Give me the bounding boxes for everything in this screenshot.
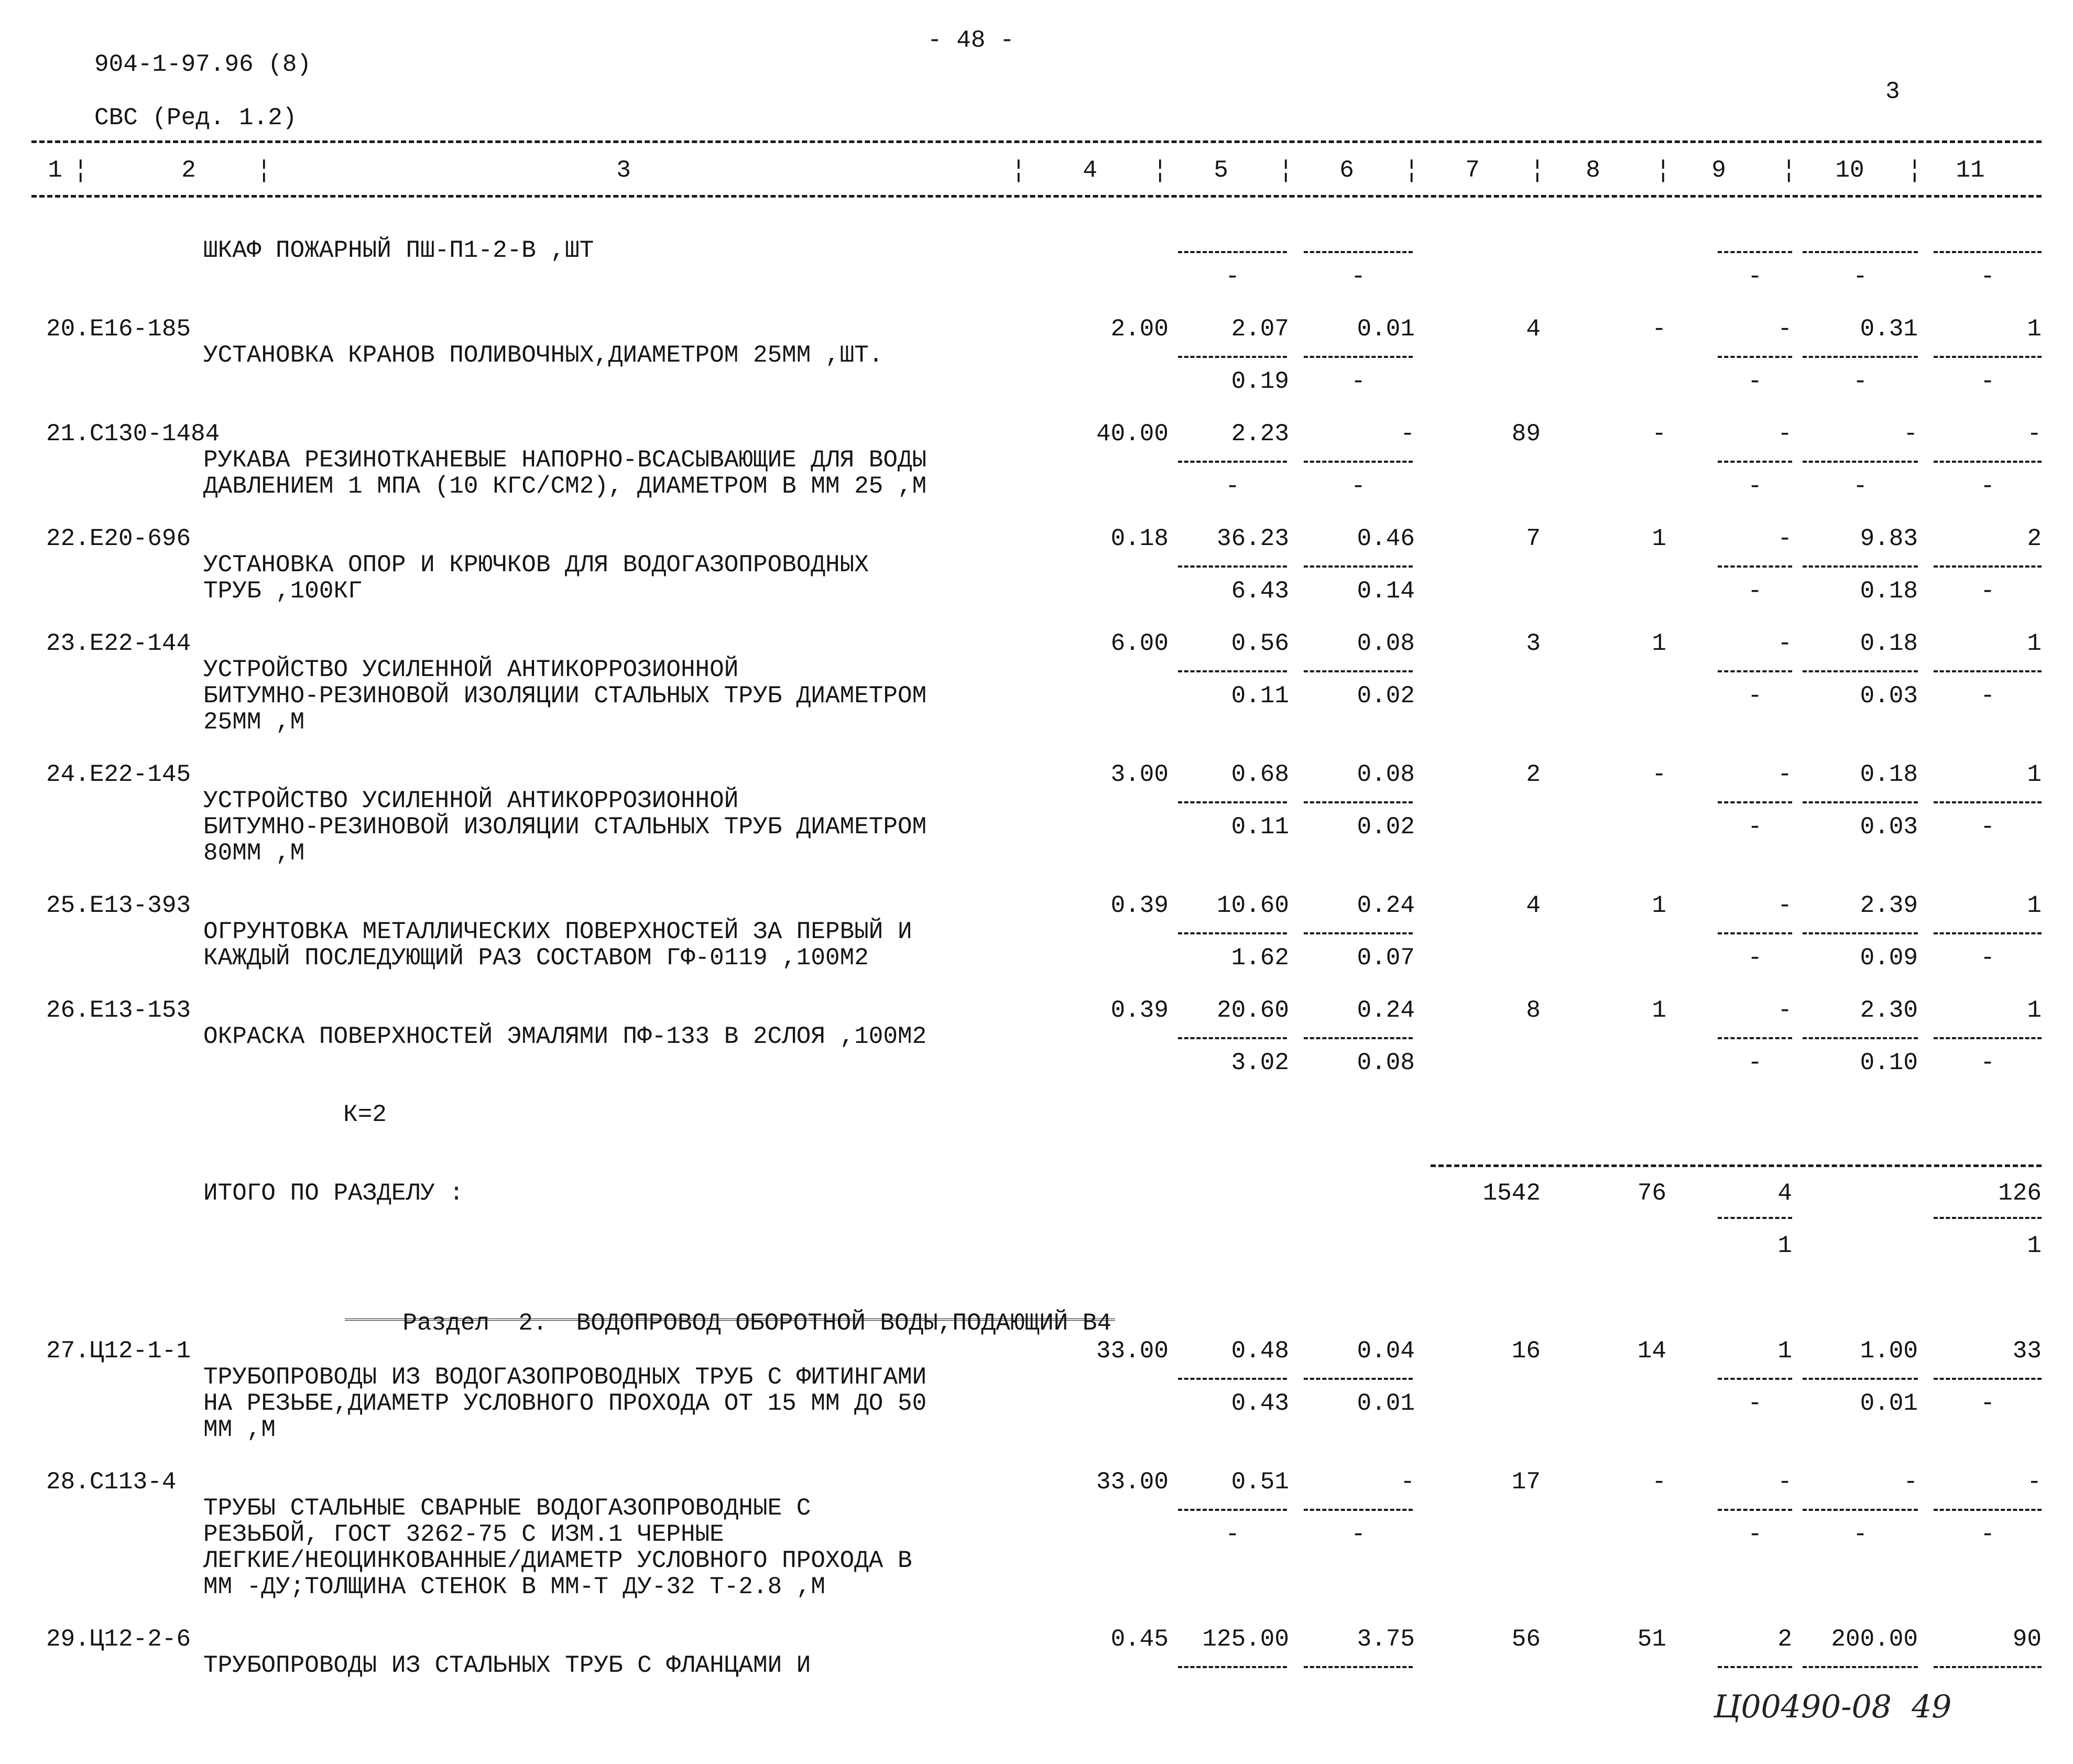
cell-rule-c6 — [1304, 1509, 1413, 1511]
cell-c5: 0.68 — [1231, 761, 1289, 788]
cell-rule-c10 — [1803, 251, 1918, 253]
item-code: 25.Е13-393 — [46, 892, 191, 919]
cell-c10b: 0.03 — [1860, 682, 1918, 710]
cell-c8: - — [1652, 420, 1666, 448]
cell-c9b: - — [1748, 263, 1762, 290]
cell-c5b: 1.62 — [1231, 944, 1289, 972]
cell-c8: - — [1652, 761, 1666, 788]
cell-c9: - — [1777, 997, 1792, 1024]
handwritten-page-number: 49 — [1912, 1689, 1952, 1725]
cell-rule-c5 — [1178, 565, 1287, 568]
item-description: ММ -ДУ;ТОЛЩИНА СТЕНОК В ММ-Т ДУ-32 Т-2.8 ,М — [203, 1573, 825, 1600]
cell-rule-c6 — [1304, 251, 1413, 253]
cell-rule-c11 — [1934, 801, 2042, 803]
cell-c11: 1 — [2027, 761, 2042, 788]
column-number-2: 2 — [181, 157, 196, 184]
cell-rule-c11 — [1934, 670, 2042, 672]
column-number-4: 4 — [1083, 157, 1097, 184]
column-number-11: 11 — [1956, 157, 1985, 184]
cell-c6b: 0.02 — [1357, 682, 1415, 710]
cell-rule-c6 — [1304, 565, 1413, 568]
cell-c9b: - — [1748, 1390, 1762, 1417]
cell-c9b: - — [1748, 682, 1762, 710]
cell-c4: 6.00 — [1110, 630, 1169, 657]
column-separator: ¦ — [1656, 157, 1671, 184]
cell-rule-c6 — [1304, 1037, 1413, 1039]
cell-c11b: - — [1980, 682, 1995, 710]
header-bottom-rule — [31, 195, 2042, 198]
cell-c6: 0.24 — [1357, 997, 1415, 1024]
cell-c7: 16 — [1511, 1337, 1541, 1365]
cell-c9b: - — [1748, 368, 1762, 395]
cell-c9: - — [1777, 1468, 1792, 1496]
cell-c4: 0.18 — [1110, 525, 1169, 552]
column-separator: ¦ — [1153, 157, 1168, 184]
cell-c9: - — [1777, 315, 1792, 343]
item-description: ЛЕГКИЕ/НЕОЦИНКОВАННЫЕ/ДИАМЕТР УСЛОВНОГО ПРОХОДА В — [203, 1547, 912, 1574]
cell-rule-c5 — [1178, 251, 1287, 253]
cell-c11b: - — [1980, 578, 1995, 605]
item-description: ДАВЛЕНИЕМ 1 МПА (10 КГС/СМ2), ДИАМЕТРОМ В ММ 25 ,М — [203, 473, 927, 500]
item-description: 80ММ ,М — [203, 840, 305, 867]
cell-rule-c5 — [1178, 670, 1287, 672]
cell-c11: 33 — [2012, 1337, 2042, 1365]
cell-c4: 2.00 — [1110, 315, 1169, 343]
cell-rule-c11 — [1934, 251, 2042, 253]
item-description: УСТРОЙСТВО УСИЛЕННОЙ АНТИКОРРОЗИОННОЙ — [203, 787, 739, 814]
cell-c6: 0.08 — [1357, 761, 1415, 788]
cell-c7: 17 — [1511, 1468, 1541, 1496]
column-number-9: 9 — [1711, 157, 1726, 184]
item-description: ТРУБЫ СТАЛЬНЫЕ СВАРНЫЕ ВОДОГАЗОПРОВОДНЫЕ С — [203, 1495, 811, 1522]
cell-c8: 1 — [1652, 630, 1666, 657]
cell-rule-c9 — [1718, 1378, 1792, 1380]
section-2-label — [345, 1287, 1111, 1359]
cell-c10: - — [1903, 420, 1918, 448]
cell-rule-c5 — [1178, 932, 1287, 934]
cell-c4: 33.00 — [1096, 1468, 1169, 1496]
cell-c6b: 0.08 — [1357, 1049, 1415, 1076]
cell-c11: 2 — [2027, 525, 2042, 552]
item-description: ТРУБ ,100КГ — [203, 578, 363, 605]
column-number-7: 7 — [1465, 157, 1480, 184]
cell-c10b: - — [1853, 368, 1868, 395]
column-number-10: 10 — [1835, 157, 1864, 184]
cell-c5b: 6.43 — [1231, 578, 1289, 605]
column-separator: ¦ — [1782, 157, 1796, 184]
cell-c10b: - — [1853, 473, 1868, 500]
section-2-underline — [345, 1319, 1115, 1323]
cell-c6b: 0.14 — [1357, 578, 1415, 605]
cell-c8: 1 — [1652, 525, 1666, 552]
cell-c5b: 3.02 — [1231, 1049, 1289, 1076]
cell-rule-c9 — [1718, 932, 1792, 934]
cell-c6b: - — [1351, 263, 1366, 290]
cell-rule-c9 — [1718, 251, 1792, 253]
cell-c5: 10.60 — [1216, 892, 1289, 919]
cell-rule-c11 — [1934, 1509, 2042, 1511]
cell-c5b: 0.43 — [1231, 1390, 1289, 1417]
item-code: 23.Е22-144 — [46, 630, 191, 657]
column-number-1: 1 — [48, 157, 62, 184]
cell-c11: 1 — [2027, 997, 2042, 1024]
cell-c5b: 0.11 — [1231, 682, 1289, 710]
cell-c6: - — [1400, 420, 1415, 448]
item-description: УСТАНОВКА ОПОР И КРЮЧКОВ ДЛЯ ВОДОГАЗОПРОВОДНЫХ — [203, 551, 869, 579]
item-description: ОГРУНТОВКА МЕТАЛЛИЧЕСКИХ ПОВЕРХНОСТЕЙ ЗА ПЕРВЫЙ И — [203, 918, 912, 945]
cell-c7: 4 — [1526, 315, 1541, 343]
cell-c11b: - — [1980, 813, 1995, 841]
cell-c8: 14 — [1637, 1337, 1666, 1365]
column-separator: ¦ — [73, 157, 88, 184]
cell-rule-c9 — [1718, 1509, 1792, 1511]
cell-c11: - — [2027, 1468, 2042, 1496]
column-separator: ¦ — [1279, 157, 1293, 184]
cell-c4: 0.39 — [1110, 892, 1169, 919]
cell-c6b: - — [1351, 1521, 1366, 1548]
section-total-col11-sub: 1 — [2027, 1232, 2042, 1259]
cell-rule-c10 — [1803, 461, 1918, 463]
cell-rule-c10 — [1803, 565, 1918, 568]
cell-rule-c10 — [1803, 801, 1918, 803]
column-number-3: 3 — [616, 157, 631, 184]
cell-c7: 8 — [1526, 997, 1541, 1024]
item-code: 27.Ц12-1-1 — [46, 1337, 191, 1365]
cell-c5: 0.56 — [1231, 630, 1289, 657]
cell-c4: 0.45 — [1110, 1626, 1169, 1653]
cell-rule-c5 — [1178, 1666, 1287, 1668]
column-separator: ¦ — [257, 157, 271, 184]
cell-rule-c5 — [1178, 461, 1287, 463]
cell-rule-c11 — [1934, 1037, 2042, 1039]
cell-c5: 20.60 — [1216, 997, 1289, 1024]
item-code: 29.Ц12-2-6 — [46, 1626, 191, 1653]
cell-c6b: 0.02 — [1357, 813, 1415, 841]
cell-rule-c5 — [1178, 801, 1287, 803]
cell-c6: 0.04 — [1357, 1337, 1415, 1365]
cell-c10: 2.39 — [1860, 892, 1918, 919]
cell-c10: 200.00 — [1831, 1626, 1918, 1653]
cell-rule-c9 — [1718, 1037, 1792, 1039]
cell-c5: 36.23 — [1216, 525, 1289, 552]
item-description: ММ ,М — [203, 1416, 276, 1443]
cell-c9b: - — [1748, 813, 1762, 841]
cell-c9b: - — [1748, 473, 1762, 500]
cell-c11b: - — [1980, 1521, 1995, 1548]
item-description: БИТУМНО-РЕЗИНОВОЙ ИЗОЛЯЦИИ СТАЛЬНЫХ ТРУБ ДИАМЕТРОМ — [203, 813, 927, 841]
cell-c9: 2 — [1777, 1626, 1792, 1653]
cell-c11b: - — [1980, 473, 1995, 500]
header-top-rule — [31, 140, 2042, 143]
section-total-col11: 126 — [1998, 1180, 2042, 1207]
item-description: 25ММ ,М — [203, 709, 305, 736]
cell-c9b: - — [1748, 1521, 1762, 1548]
cell-c5: 2.07 — [1231, 315, 1289, 343]
column-separator: ¦ — [1907, 157, 1922, 184]
cell-c8: - — [1652, 315, 1666, 343]
cell-c6b: 0.01 — [1357, 1390, 1415, 1417]
item-description: РУКАВА РЕЗИНОТКАНЕВЫЕ НАПОРНО-ВСАСЫВАЮЩИЕ ДЛЯ ВОДЫ — [203, 447, 927, 474]
cell-c6: 3.75 — [1357, 1626, 1415, 1653]
cell-c5: 0.48 — [1231, 1337, 1289, 1365]
cell-c7: 2 — [1526, 761, 1541, 788]
cell-c9: 1 — [1777, 1337, 1792, 1365]
cell-c6: 0.08 — [1357, 630, 1415, 657]
cell-rule-c6 — [1304, 801, 1413, 803]
cell-c5: 0.51 — [1231, 1468, 1289, 1496]
item-code: 24.Е22-145 — [46, 761, 191, 788]
cell-c5b: - — [1225, 473, 1240, 500]
cell-rule-c9 — [1718, 565, 1792, 568]
cell-rule-c10 — [1803, 670, 1918, 672]
cell-rule-c10 — [1803, 932, 1918, 934]
cell-c4: 40.00 — [1096, 420, 1169, 448]
cell-c9b: - — [1748, 578, 1762, 605]
section-label-word: Раздел — [402, 1310, 490, 1337]
cell-rule-c6 — [1304, 932, 1413, 934]
cell-c10b: - — [1853, 1521, 1868, 1548]
cell-c7: 89 — [1511, 420, 1541, 448]
item-description: БИТУМНО-РЕЗИНОВОЙ ИЗОЛЯЦИИ СТАЛЬНЫХ ТРУБ ДИАМЕТРОМ — [203, 682, 927, 710]
column-number-5: 5 — [1214, 157, 1228, 184]
section-total-col9-sub: 1 — [1777, 1232, 1792, 1259]
cell-c8: 1 — [1652, 892, 1666, 919]
column-separator: ¦ — [1530, 157, 1545, 184]
cell-rule-c11 — [1934, 1378, 2042, 1380]
cell-c9: - — [1777, 761, 1792, 788]
cell-c5: 2.23 — [1231, 420, 1289, 448]
cell-c10: 0.31 — [1860, 315, 1918, 343]
handwritten-stamp: Ц00490-08 — [1714, 1689, 1892, 1725]
total-rule — [1431, 1164, 2042, 1167]
item-description: ТРУБОПРОВОДЫ ИЗ СТАЛЬНЫХ ТРУБ С ФЛАНЦАМИ И — [203, 1652, 811, 1679]
cell-c6b: - — [1351, 368, 1366, 395]
cell-rule-c6 — [1304, 461, 1413, 463]
cell-c6: 0.24 — [1357, 892, 1415, 919]
item-code: 26.Е13-153 — [46, 997, 191, 1024]
program-version: СВС (Ред. 1.2) — [94, 104, 297, 132]
cell-rule-c11 — [1934, 461, 2042, 463]
cell-c11: 1 — [2027, 892, 2042, 919]
section-title: ВОДОПРОВОД ОБОРОТНОЙ ВОДЫ,ПОДАЮЩИЙ В4 — [576, 1310, 1112, 1337]
cell-c11: 1 — [2027, 315, 2042, 343]
cell-rule-c10 — [1803, 1037, 1918, 1039]
doc-code: 904-1-97.96 (8) — [94, 51, 312, 78]
cell-c5b: - — [1225, 1521, 1240, 1548]
cell-c6: 0.01 — [1357, 315, 1415, 343]
item-description: ШКАФ ПОЖАРНЫЙ ПШ-П1-2-В ,ШТ — [203, 237, 594, 264]
item-description: УСТРОЙСТВО УСИЛЕННОЙ АНТИКОРРОЗИОННОЙ — [203, 656, 739, 683]
cell-c5b: 0.11 — [1231, 813, 1289, 841]
item-code: 20.Е16-185 — [46, 315, 191, 343]
cell-rule-c11 — [1934, 932, 2042, 934]
sheet-number: 3 — [1885, 78, 1900, 105]
cell-rule-c10 — [1803, 1378, 1918, 1380]
cell-c9: - — [1777, 420, 1792, 448]
section-total-col9-rule — [1718, 1217, 1792, 1219]
cell-c8: 1 — [1652, 997, 1666, 1024]
item-code: 21.С130-1484 — [46, 420, 220, 448]
cell-rule-c10 — [1803, 1666, 1918, 1668]
cell-c10: 1.00 — [1860, 1337, 1918, 1365]
coefficient-note: К=2 — [343, 1101, 387, 1128]
cell-c7: 56 — [1511, 1626, 1541, 1653]
column-separator: ¦ — [1404, 157, 1419, 184]
cell-rule-c10 — [1803, 356, 1918, 358]
cell-c9: - — [1777, 630, 1792, 657]
section-total-col8: 76 — [1637, 1180, 1666, 1207]
page-number: - 48 - — [928, 27, 1014, 54]
cell-rule-c11 — [1934, 1666, 2042, 1668]
item-description: ТРУБОПРОВОДЫ ИЗ ВОДОГАЗОПРОВОДНЫХ ТРУБ С ФИТИНГАМИ — [203, 1364, 927, 1391]
cell-c6b: - — [1351, 473, 1366, 500]
cell-c11: - — [2027, 420, 2042, 448]
cell-rule-c9 — [1718, 1666, 1792, 1668]
cell-rule-c11 — [1934, 356, 2042, 358]
cell-rule-c9 — [1718, 801, 1792, 803]
item-description: ОКРАСКА ПОВЕРХНОСТЕЙ ЭМАЛЯМИ ПФ-133 В 2СЛОЯ ,100М2 — [203, 1023, 927, 1050]
cell-c6: 0.46 — [1357, 525, 1415, 552]
cell-c8: 51 — [1637, 1626, 1666, 1653]
cell-rule-c6 — [1304, 670, 1413, 672]
cell-c9b: - — [1748, 1049, 1762, 1076]
cell-c9: - — [1777, 892, 1792, 919]
cell-c10b: 0.03 — [1860, 813, 1918, 841]
cell-c7: 7 — [1526, 525, 1541, 552]
cell-c10b: 0.10 — [1860, 1049, 1918, 1076]
cell-c10: 9.83 — [1860, 525, 1918, 552]
cell-rule-c11 — [1934, 565, 2042, 568]
cell-c7: 3 — [1526, 630, 1541, 657]
cell-c5b: 0.19 — [1231, 368, 1289, 395]
section-total-col9: 4 — [1777, 1180, 1792, 1207]
cell-c11: 1 — [2027, 630, 2042, 657]
cell-rule-c6 — [1304, 1666, 1413, 1668]
cell-c11b: - — [1980, 368, 1995, 395]
cell-c8: - — [1652, 1468, 1666, 1496]
cell-rule-c10 — [1803, 1509, 1918, 1511]
item-description: РЕЗЬБОЙ, ГОСТ 3262-75 С ИЗМ.1 ЧЕРНЫЕ — [203, 1521, 724, 1548]
cell-c6: - — [1400, 1468, 1415, 1496]
cell-c10b: 0.09 — [1860, 944, 1918, 972]
cell-rule-c9 — [1718, 461, 1792, 463]
cell-rule-c6 — [1304, 356, 1413, 358]
cell-c9b: - — [1748, 944, 1762, 972]
cell-rule-c5 — [1178, 1037, 1287, 1039]
cell-c10: 0.18 — [1860, 761, 1918, 788]
item-description: КАЖДЫЙ ПОСЛЕДУЮЩИЙ РАЗ СОСТАВОМ ГФ-0119 ,100М2 — [203, 944, 869, 972]
cell-rule-c5 — [1178, 1509, 1287, 1511]
cell-c10: - — [1903, 1468, 1918, 1496]
cell-c10b: 0.01 — [1860, 1390, 1918, 1417]
cell-c11b: - — [1980, 1390, 1995, 1417]
cell-c11b: - — [1980, 1049, 1995, 1076]
cell-c4: 0.39 — [1110, 997, 1169, 1024]
column-number-8: 8 — [1586, 157, 1600, 184]
cell-c10b: - — [1853, 263, 1868, 290]
section-number: 2. — [518, 1310, 548, 1337]
column-number-6: 6 — [1339, 157, 1354, 184]
cell-rule-c5 — [1178, 356, 1287, 358]
cell-c5b: - — [1225, 263, 1240, 290]
cell-c4: 3.00 — [1110, 761, 1169, 788]
cell-c9: - — [1777, 525, 1792, 552]
cell-rule-c5 — [1178, 1378, 1287, 1380]
item-description: УСТАНОВКА КРАНОВ ПОЛИВОЧНЫХ,ДИАМЕТРОМ 25ММ ,ШТ. — [203, 342, 883, 369]
cell-rule-c9 — [1718, 356, 1792, 358]
cell-c5: 125.00 — [1202, 1626, 1289, 1653]
cell-c10: 0.18 — [1860, 630, 1918, 657]
cell-rule-c6 — [1304, 1378, 1413, 1380]
item-description: НА РЕЗЬБЕ,ДИАМЕТР УСЛОВНОГО ПРОХОДА ОТ 15 ММ ДО 50 — [203, 1390, 927, 1417]
cell-c10b: 0.18 — [1860, 578, 1918, 605]
cell-c11b: - — [1980, 263, 1995, 290]
section-total-col11-rule — [1934, 1217, 2042, 1219]
cell-c6b: 0.07 — [1357, 944, 1415, 972]
cell-c7: 4 — [1526, 892, 1541, 919]
cell-c10: 2.30 — [1860, 997, 1918, 1024]
column-separator: ¦ — [1011, 157, 1026, 184]
cell-c4: 33.00 — [1096, 1337, 1169, 1365]
cell-c11b: - — [1980, 944, 1995, 972]
section-total-col7: 1542 — [1482, 1180, 1541, 1207]
cell-rule-c9 — [1718, 670, 1792, 672]
cell-c11: 90 — [2012, 1626, 2042, 1653]
item-code: 22.Е20-696 — [46, 525, 191, 552]
item-code: 28.С113-4 — [46, 1468, 177, 1496]
section-total-label: ИТОГО ПО РАЗДЕЛУ : — [203, 1180, 464, 1207]
